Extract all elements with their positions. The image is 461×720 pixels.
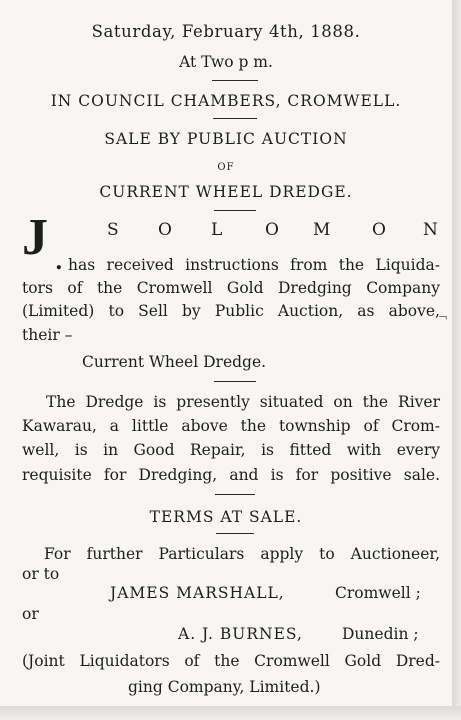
intro-line: (Limited) to Sell by Public Auction, as above, — [22, 302, 440, 320]
item-title: CURRENT WHEEL DREDGE. — [99, 183, 353, 201]
intro-line: their – — [22, 326, 73, 344]
of-line: OF — [217, 162, 235, 173]
name-letter: O — [265, 220, 279, 240]
contact-name: JAMES MARSHALL, — [110, 584, 285, 602]
divider-rule — [213, 118, 257, 119]
description-line: Kawarau, a little above the township of Crom- — [22, 417, 440, 435]
contact-intro: For further Particulars apply to Auctioneer, — [44, 545, 440, 563]
name-letter: O — [372, 220, 386, 240]
or-to: or to — [22, 565, 60, 583]
drop-cap-initial: J — [22, 209, 48, 266]
venue-line: IN COUNCIL CHAMBERS, CROMWELL. — [50, 92, 402, 110]
contact-place: Dunedin ; — [342, 625, 419, 643]
intro-line: tors of the Cromwell Gold Dredging Company — [22, 279, 440, 297]
name-letter: M — [313, 220, 331, 240]
contact-name: A. J. BURNES, — [178, 625, 303, 643]
page-edge-bottom — [0, 706, 461, 720]
item-line: Current Wheel Dredge. — [82, 353, 267, 371]
contact-place: Cromwell ; — [335, 584, 421, 602]
margin-mark: ¬ — [438, 310, 449, 324]
divider-rule — [214, 210, 256, 211]
description-line: well, is in Good Repair, is fitted with every — [22, 441, 440, 459]
divider-rule — [214, 381, 256, 382]
page-edge-right — [452, 0, 461, 720]
name-letter: O — [158, 220, 172, 240]
date-line: Saturday, February 4th, 1888. — [91, 22, 361, 41]
sale-line: SALE BY PUBLIC AUCTION — [104, 130, 348, 148]
closing-line: ging Company, Limited.) — [128, 678, 321, 696]
terms-heading: TERMS AT SALE. — [149, 508, 303, 526]
time-line: At Two p m. — [179, 53, 273, 71]
description-line: The Dredge is presently situated on the River — [46, 393, 440, 411]
closing-line: (Joint Liquidators of the Cromwell Gold Dred- — [22, 652, 440, 670]
name-letter: L — [211, 220, 223, 240]
description-line: requisite for Dredging, and is for positive sale. — [22, 466, 440, 484]
drop-cap-dot: . — [55, 249, 63, 275]
name-letter: S — [107, 220, 119, 240]
or-line: or — [22, 605, 39, 623]
divider-rule — [212, 80, 258, 81]
divider-rule — [216, 533, 254, 534]
divider-rule — [215, 494, 255, 495]
intro-line: has received instructions from the Liquida- — [68, 256, 440, 274]
name-letter: N — [423, 220, 438, 240]
